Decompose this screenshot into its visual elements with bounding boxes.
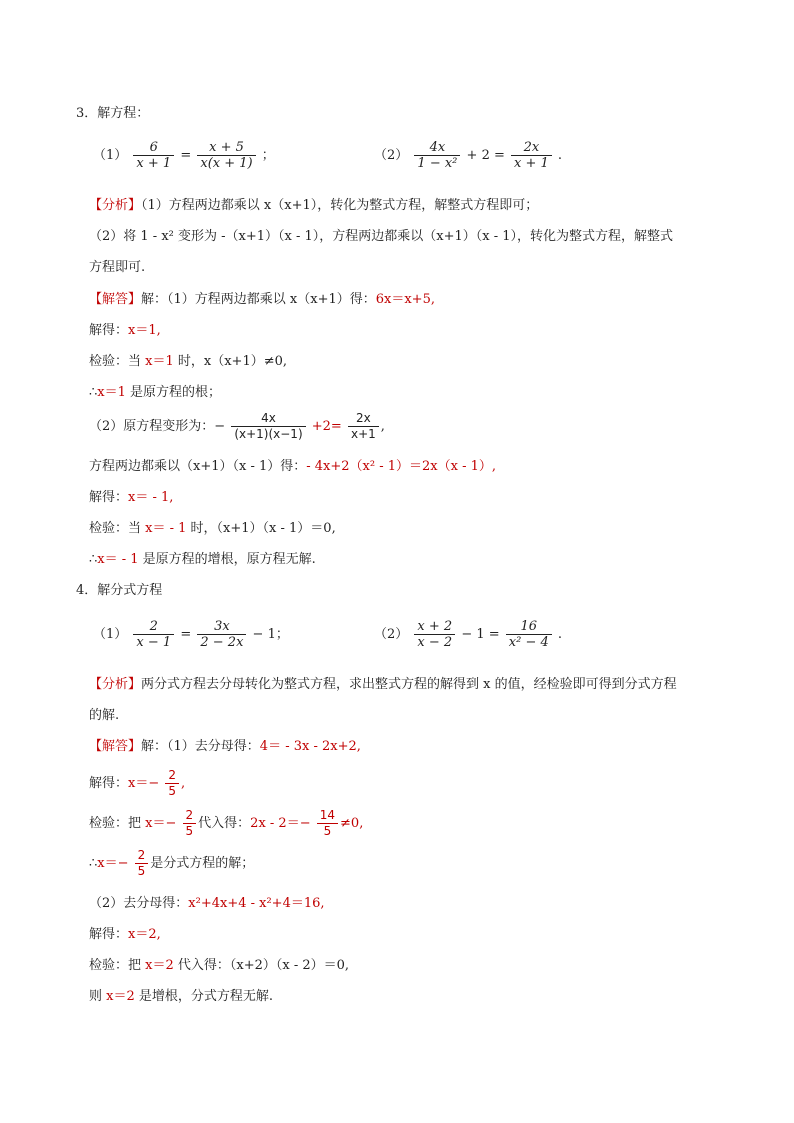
therefore: ∴	[89, 385, 98, 400]
answer-tag: 【解答】	[89, 739, 142, 754]
operator: + 2 =	[466, 148, 505, 163]
answer-math: 6x＝x+5,	[375, 292, 435, 307]
operator: − 1 =	[461, 627, 500, 642]
fraction: $\frac{2x}{x+1}$	[348, 411, 379, 442]
therefore: ∴	[89, 856, 98, 871]
p3-analysis-line-3: 方程即可.	[89, 260, 146, 275]
problem-3-title: 3．解方程：	[76, 106, 150, 121]
p4-equation-1	[93, 619, 289, 650]
punct: ；	[275, 627, 289, 642]
p4-answer-line-4	[89, 848, 254, 879]
p3-analysis-line-2: （2）将 1 - x² 变形为 -（x+1）（x - 1），方程两边都乘以（x+1）（x - 1），转化为整式方程，解整式	[89, 229, 674, 244]
answer-math: x＝1	[97, 385, 126, 400]
therefore: ∴	[89, 552, 98, 567]
p4-answer-line-6	[89, 926, 161, 944]
p4-answer-line-5	[89, 895, 325, 913]
p4-answer-line-7	[89, 957, 349, 975]
fraction: $\frac{2}{5}$	[165, 768, 179, 799]
answer-math: x＝ - 1,	[128, 490, 174, 505]
eq-label: （1）	[93, 627, 128, 642]
punct: ；	[261, 148, 275, 163]
answer-math: x＝1,	[128, 323, 161, 338]
operator: − 1	[252, 627, 276, 642]
answer-math: x＝−	[128, 776, 160, 791]
p4-answer-line-8	[89, 988, 273, 1006]
equals: =	[180, 627, 192, 642]
p4-analysis-line-1	[89, 676, 677, 694]
answer-text: （2）去分母得：	[89, 896, 189, 911]
fraction: $\frac{3x}{2 - 2x}$	[197, 619, 246, 650]
answer-math: 2x - 2＝−	[250, 816, 311, 831]
answer-tag: 【解答】	[89, 292, 142, 307]
answer-math: 4＝ - 3x - 2x+2,	[259, 739, 361, 754]
p3-answer-line-3	[89, 353, 287, 371]
answer-math: +2=	[311, 419, 342, 434]
answer-text: （2）原方程变形为：−	[89, 419, 226, 434]
p4-answer-line-3	[89, 808, 363, 839]
answer-math: ≠0,	[340, 816, 364, 831]
answer-math: x＝ - 1	[97, 552, 139, 567]
answer-math: x＝−	[97, 856, 129, 871]
p3-answer-line-2	[89, 322, 161, 340]
answer-math: x＝2	[145, 958, 174, 973]
answer-text: 是原方程的增根，原方程无解.	[138, 552, 316, 567]
p3-equation-2	[374, 140, 562, 171]
answer-text: 解：（1）方程两边都乘以 x（x+1）得：	[141, 292, 376, 307]
answer-text: 检验：当	[89, 354, 146, 369]
fraction: $\frac{2}{x - 1}$	[133, 619, 174, 650]
answer-text: 代入得：（x+2）（x - 2）＝0,	[173, 958, 350, 973]
analysis-text: 两分式方程去分母转化为整式方程，求出整式方程的解得到 x 的值，经检验即可得到分式方程	[141, 677, 677, 692]
fraction: $\frac{2}{5}$	[135, 848, 149, 879]
fraction: $\frac{16}{\text{x² − 4}}$	[506, 619, 552, 650]
answer-text: 时，x（x+1）≠0,	[173, 354, 288, 369]
answer-text: 解得：	[89, 927, 129, 942]
analysis-tag: 【分析】	[89, 677, 142, 692]
fraction: $\frac{x + 5}{x(x + 1)}$	[197, 140, 255, 171]
answer-math: - 4x+2（x² - 1）＝2x（x - 1）,	[306, 459, 497, 474]
analysis-tag: 【分析】	[89, 198, 142, 213]
punct: .	[557, 148, 563, 163]
problem-4-title: 4．解分式方程	[76, 583, 163, 598]
fraction: $\frac{2x}{x + 1}$	[511, 140, 552, 171]
answer-math: x＝2	[106, 989, 135, 1004]
answer-math: x＝2,	[128, 927, 161, 942]
fraction: $\frac{4x}{\text{1 − x²}}$	[414, 140, 460, 171]
answer-text: 解得：	[89, 323, 129, 338]
p3-answer-line-8	[89, 520, 336, 538]
answer-text: 是原方程的根；	[125, 385, 222, 400]
p3-equation-1	[93, 140, 275, 171]
p4-analysis-line-2: 的解.	[89, 708, 120, 723]
answer-text: 解得：	[89, 490, 129, 505]
answer-text: 是增根，分式方程无解.	[134, 989, 274, 1004]
answer-text: 代入得：	[198, 816, 251, 831]
answer-math: x＝ - 1	[145, 521, 187, 536]
answer-text: 检验：当	[89, 521, 146, 536]
answer-text: 是分式方程的解；	[150, 856, 255, 871]
p3-answer-line-9	[89, 551, 316, 569]
p4-answer-line-1	[89, 738, 361, 756]
p4-equation-2	[374, 619, 562, 650]
p3-answer-line-5	[89, 411, 385, 442]
p3-answer-line-6	[89, 458, 496, 476]
eq-label: （2）	[374, 627, 409, 642]
analysis-text: （1）方程两边都乘以 x（x+1），转化为整式方程，解整式方程即可；	[141, 198, 539, 213]
eq-label: （1）	[93, 148, 128, 163]
answer-math: x＝1	[145, 354, 174, 369]
answer-text: 解得：	[89, 776, 129, 791]
eq-label: （2）	[374, 148, 409, 163]
answer-text: 时，（x+1）（x - 1）＝0,	[186, 521, 336, 536]
p4-answer-line-2	[89, 768, 185, 799]
fraction: $\frac{x + 2}{x - 2}$	[414, 619, 455, 650]
punct: ,	[181, 776, 186, 791]
p3-answer-line-7	[89, 489, 173, 507]
answer-math: x²+4x+4 - x²+4＝16,	[188, 896, 325, 911]
fraction: $\frac{14}{5}$	[317, 808, 338, 839]
fraction: $\frac{2}{5}$	[183, 808, 197, 839]
answer-text: 解：（1）去分母得：	[141, 739, 260, 754]
fraction: $\frac{6}{x + 1}$	[133, 140, 174, 171]
punct: ,	[380, 419, 385, 434]
p3-answer-line-4	[89, 384, 221, 402]
answer-text: 检验：把	[89, 816, 146, 831]
p3-answer-line-1	[89, 291, 435, 309]
answer-text: 检验：把	[89, 958, 146, 973]
p3-analysis-line-1	[89, 197, 538, 215]
punct: .	[557, 627, 563, 642]
equals: =	[180, 148, 192, 163]
answer-text: 方程两边都乘以（x+1）（x - 1）得：	[89, 459, 307, 474]
fraction: $\frac{4x}{(x+1)(x-1)}$	[231, 411, 305, 442]
answer-math: x＝−	[145, 816, 177, 831]
answer-text: 则	[89, 989, 107, 1004]
